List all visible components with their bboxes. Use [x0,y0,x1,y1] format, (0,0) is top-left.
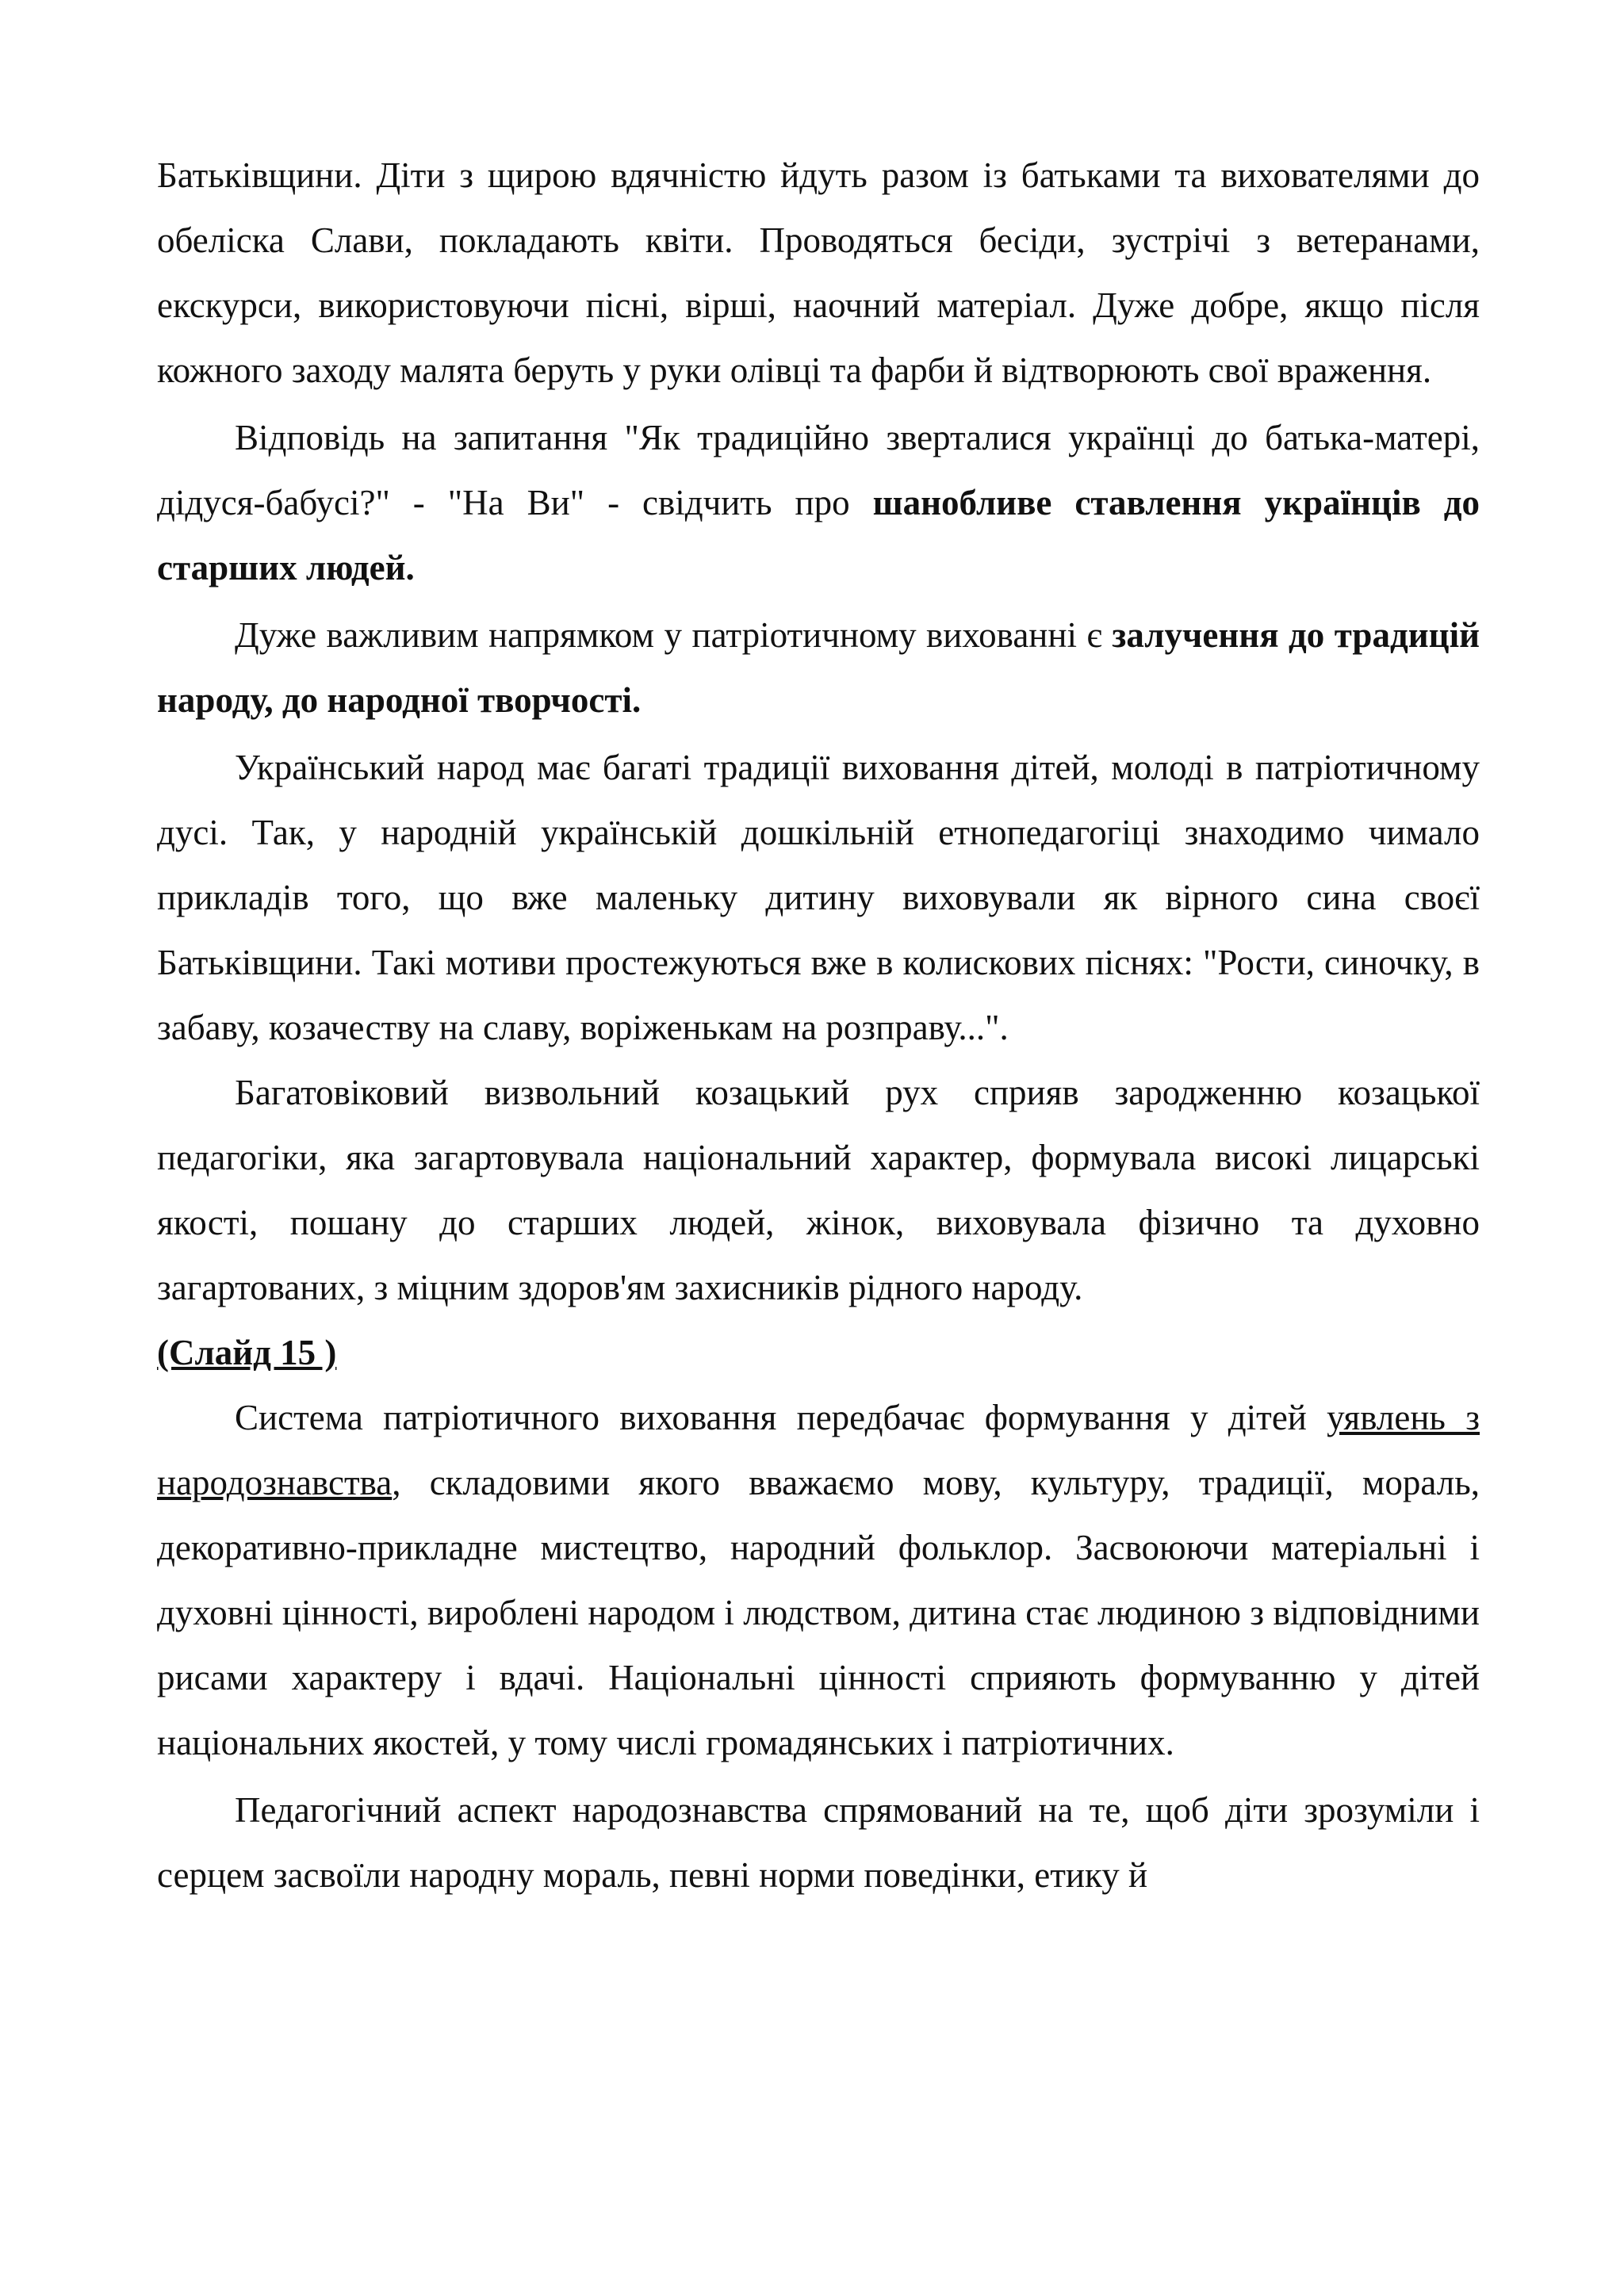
paragraph-addressing-elders [157,405,1480,600]
document-page [157,143,1480,1908]
paragraph-pedagogical-aspect [157,1777,1480,1908]
paragraph-homeland-continuation [157,143,1480,403]
slide-label: (Слайд 15 ) [157,1333,337,1372]
paragraph-traditions [157,603,1480,733]
paragraph-text: , складовими якого вважаємо мову, культуру, традиції, мораль, декоративно-прикладне мистецтво, народний фольклор. Засвоюючи матеріальні і духовні цінності, вироблені народом і людством, дитина стає людиною з відповідними рисами характеру і вдачі. Національні цінності сприяють формуванню у дітей національних якостей, у тому числі громадянських і патріотичних. [157,1463,1480,1762]
paragraph-text: Батьківщини. Діти з щирою вдячністю йдуть разом із батьками та вихователями до обеліска Слави, покладають квіти. Проводяться бесіди, зустрічі з ветеранами, екскурси, використовуючи пісні, вірші, наочний матеріал. Дуже добре, якщо після кожного заходу малята беруть у руки олівці та фарби й відтворюють свої враження. [157,155,1480,390]
paragraph-cossack-pedagogy [157,1060,1480,1320]
paragraph-text: Система патріотичного виховання передбачає формування у дітей [235,1398,1327,1437]
paragraph-text: Педагогічний аспект народознавства спрямований на те, щоб діти зрозуміли і серцем засвоїли народну мораль, певні норми поведінки, етику й [157,1790,1480,1895]
paragraph-ukrainian-people [157,735,1480,1060]
paragraph-text: Відповідь на запитання "Як традиційно зверталися українці до батька-матері, дідуся-бабусі?" - "На Ви" - свідчить про [157,418,1480,522]
paragraph-text: Багатовіковий визвольний козацький рух сприяв зародженню козацької педагогіки, яка загартовувала національний характер, формувала високі лицарські якості, пошану до старших людей, жінок, виховувала фізично та духовно загартованих, з міцним здоров'ям захисників рідного народу. [157,1073,1480,1307]
paragraph-patriotic-system [157,1385,1480,1775]
paragraph-text: Український народ має багаті традиції виховання дітей, молоді в патріотичному дусі. Так, у народній українській дошкільній етнопедагогіці знаходимо чимало прикладів того, що вже маленьку дитину виховували як вірного сина своєї Батьківщини. Такі мотиви простежуються вже в колискових піснях: "Рости, синочку, в забаву, козачеству на славу, воріженькам на розправу...". [157,748,1480,1047]
underlined-term: уявлень з народознавства [157,1398,1480,1502]
paragraph-text: Дуже важливим напрямком у патріотичному вихованні є [235,615,1113,655]
bold-emphasis: шанобливе ставлення українців до старших людей. [157,483,1480,587]
bold-emphasis: залучення до традицій народу, до народної творчості. [157,615,1480,720]
